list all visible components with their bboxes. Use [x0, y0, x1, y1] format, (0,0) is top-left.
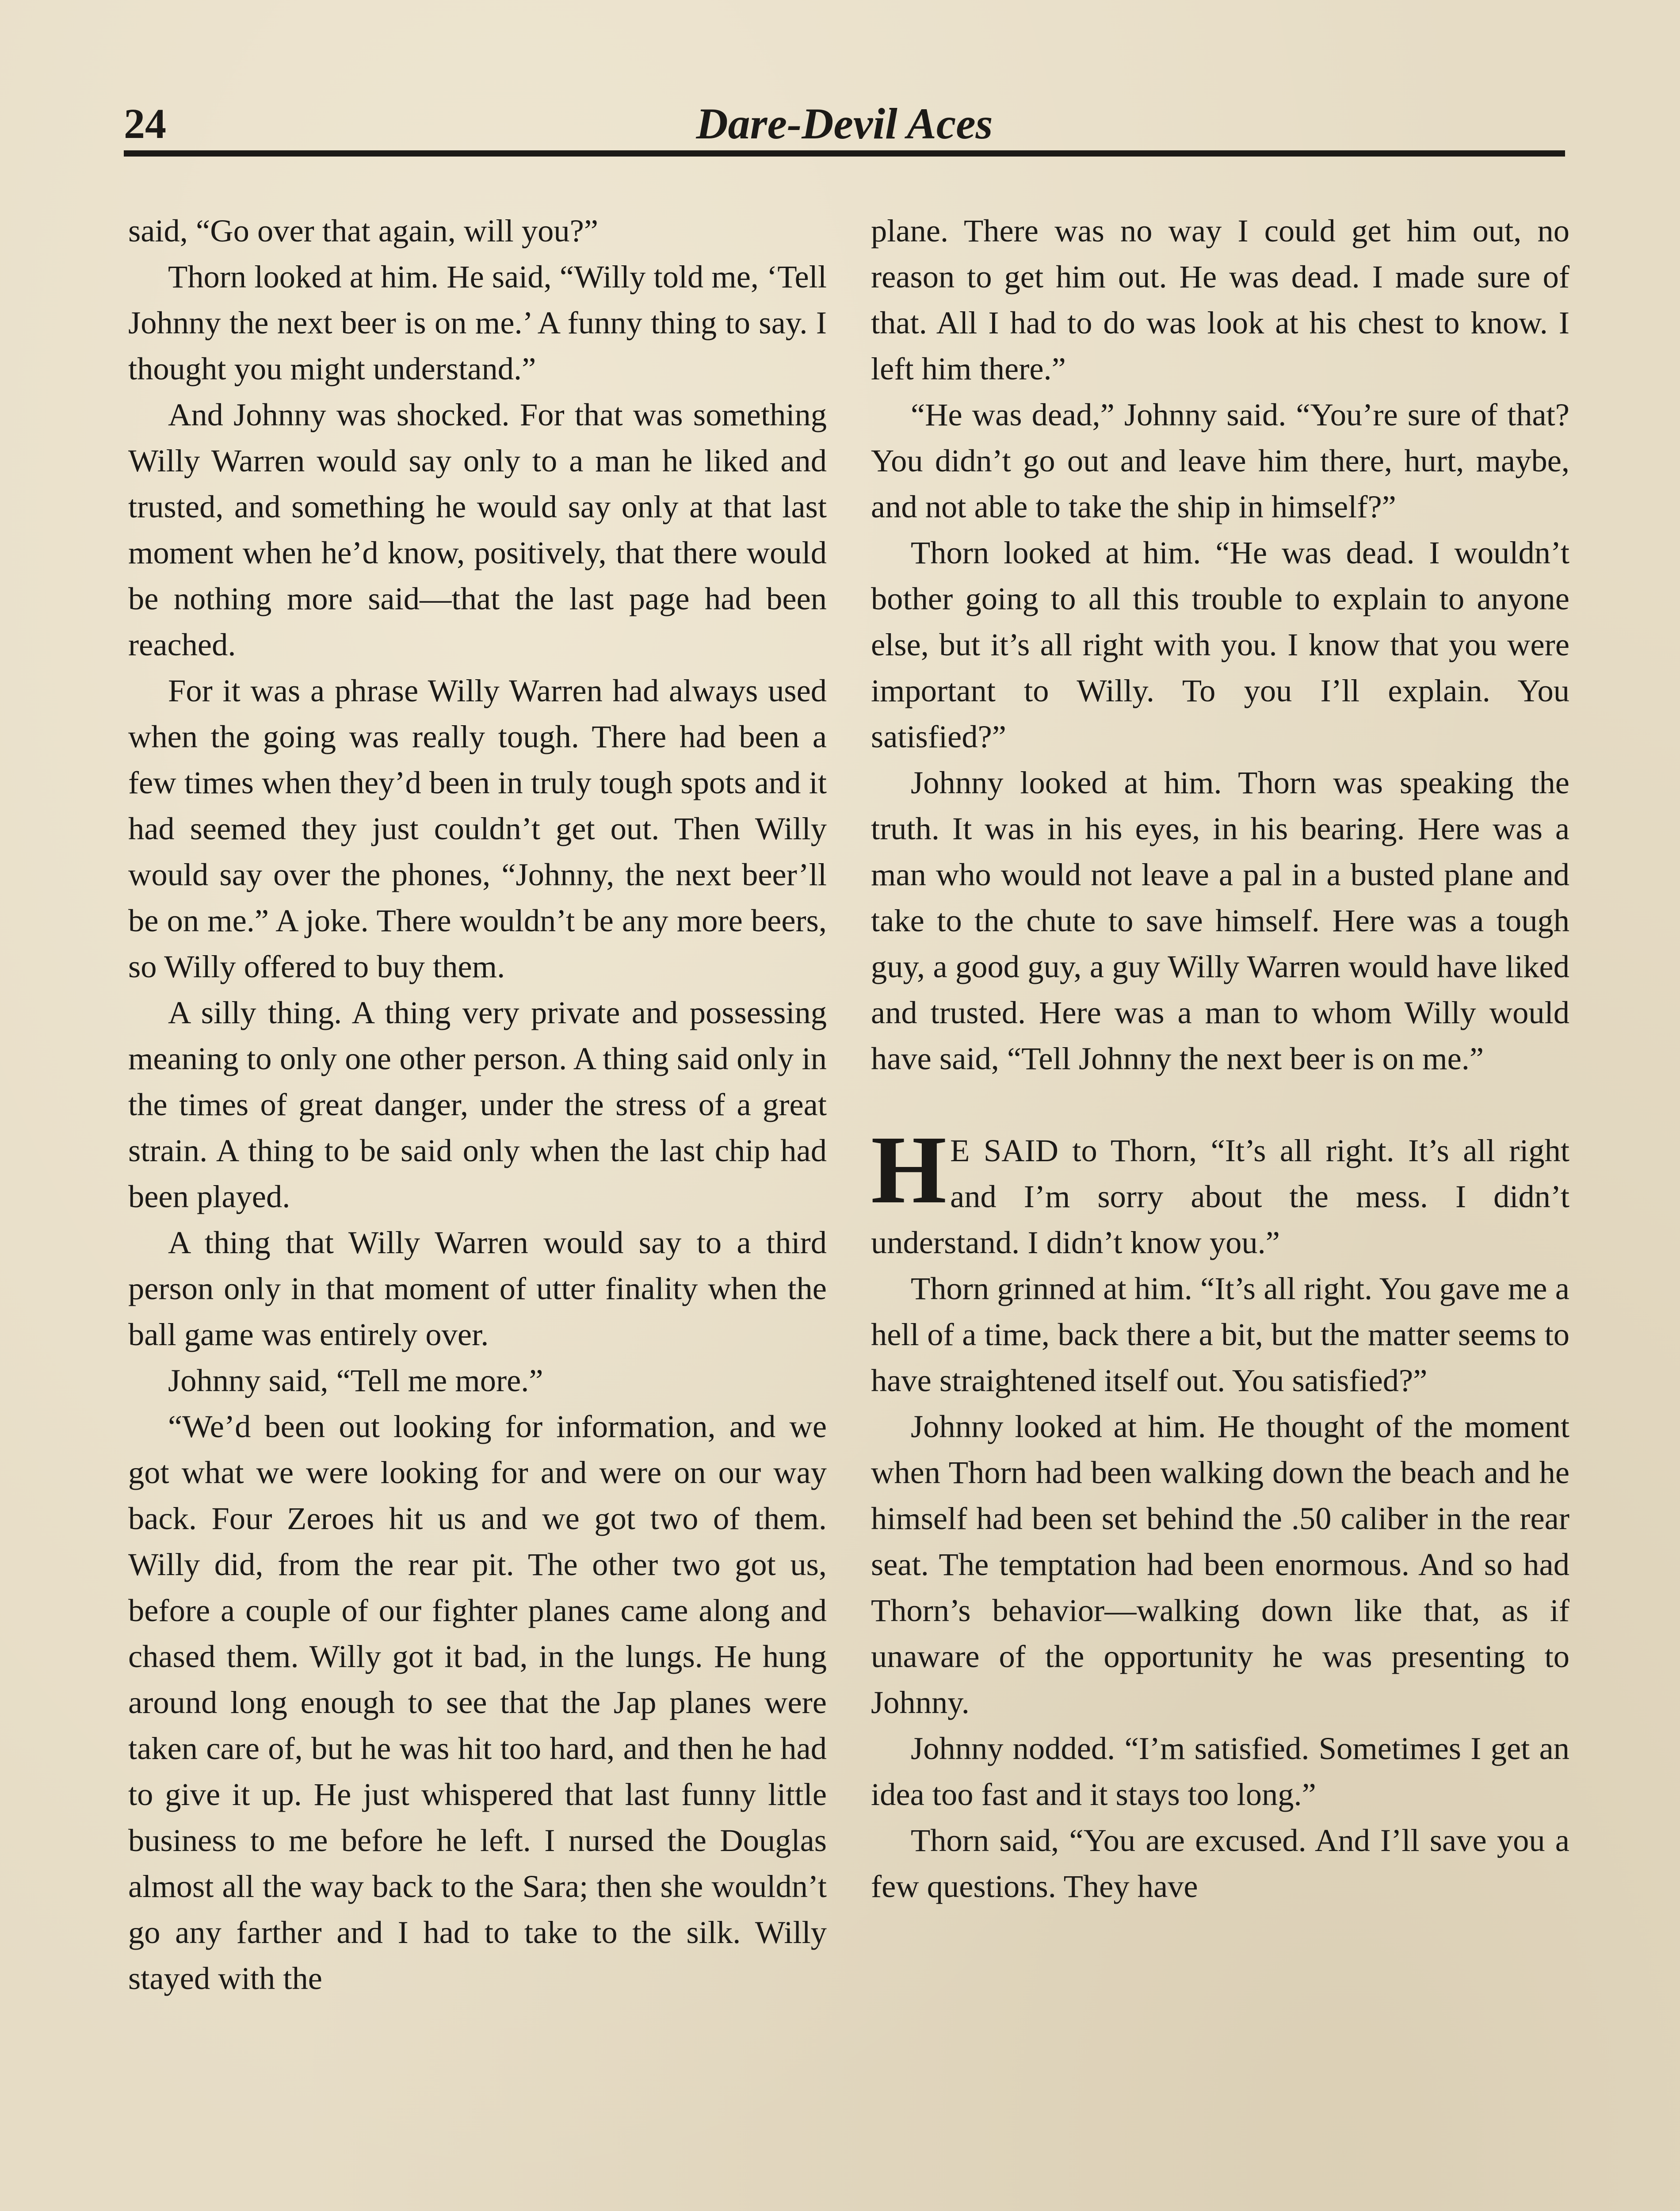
paragraph: Thorn grinned at him. “It’s all right. You gave me a hell of a time, back there a bit, but the matter seems to have straightened itself out. You satisfied?”	[871, 1270, 1569, 1398]
drop-cap: H	[871, 1116, 944, 1224]
paragraph: plane. There was no way I could get him out, no reason to get him out. He was dead. I made sure of that. All I had to do was look at his chest to know. I left him there.”	[871, 213, 1569, 386]
paragraph: Johnny said, “Tell me more.”	[168, 1362, 543, 1398]
page-header	[124, 95, 1565, 157]
header-rule	[124, 150, 1565, 157]
paragraph: Thorn looked at him. He said, “Willy told me, ‘Tell Johnny the next beer is on me.’ A funny thing to say. I thought you might understand.”	[128, 259, 827, 386]
paragraph: said, “Go over that again, will you?”	[128, 213, 599, 249]
page-number: 24	[124, 100, 166, 147]
paragraph: Johnny looked at him. Thorn was speaking the truth. It was in his eyes, in his bearing. Here was a man who would not leave a pal in a busted plane and take to the chute to save himself. Here was a tough guy, a good guy, a guy Willy Warren would have liked and trusted. Here was a man to whom Willy would have said, “Tell Johnny the next beer is on me.”	[871, 765, 1569, 1076]
paragraph: A thing that Willy Warren would say to a third person only in that moment of utter finality when the ball game was entirely over.	[128, 1224, 827, 1352]
paragraph: Johnny looked at him. He thought of the moment when Thorn had been walking down the beach and he himself had been set behind the .50 caliber in the rear seat. The temptation had been enormous. And so had Thorn’s behavior—walking down like that, as if unaware of the opportunity he was presenting to Johnny.	[871, 1408, 1569, 1720]
paragraph: Thorn said, “You are excused. And I’ll save you a few questions. They have	[871, 1822, 1569, 1904]
paragraph: And Johnny was shocked. For that was something Willy Warren would say only to a man he liked and trusted, and something he would say only at that last moment when he’d know, positively, that there would be nothing more said—that the last page had been reached.	[128, 397, 827, 662]
paragraph: Johnny nodded. “I’m satisfied. Sometimes I get an idea too fast and it stays too long.”	[871, 1730, 1569, 1812]
paragraph: A silly thing. A thing very private and possessing meaning to only one other person. A thing said only in the times of great danger, under the stress of a great strain. A thing to be said only when the last chip had been played.	[128, 995, 827, 1214]
right-column	[871, 208, 1569, 1909]
paragraph: For it was a phrase Willy Warren had always used when the going was really tough. There had been a few times when they’d been in truly tough spots and it had seemed they just couldn’t get out. Then Willy would say over the phones, “Johnny, the next beer’ll be on me.” A joke. There wouldn’t be any more beers, so Willy offered to buy them.	[128, 673, 827, 984]
paragraph: “He was dead,” Johnny said. “You’re sure of that? You didn’t go out and leave him there, hurt, maybe, and not able to take the ship in himself?”	[871, 397, 1569, 524]
paragraph: “We’d been out looking for information, and we got what we were looking for and were on our way back. Four Zeroes hit us and we got two of them. Willy did, from the rear pit. The other two got us, before a couple of our fighter planes came along and chased them. Willy got it bad, in the lungs. He hung around long enough to see that the Jap planes were taken care of, but he was hit too hard, and then he had to give it up. He just whispered that last funny little business to me before he left. I nursed the Douglas almost all the way back to the Sara; then she wouldn’t go any farther and I had to take to the silk. Willy stayed with the	[128, 1408, 827, 1996]
section-opening-paragraph	[871, 1116, 1569, 1266]
left-column	[128, 208, 827, 2001]
section-opening-text: E SAID to Thorn, “It’s all right. It’s all right and I’m sorry about the mess. I didn’t understand. I didn’t know you.”	[871, 1132, 1569, 1260]
running-title: Dare-Devil Aces	[696, 99, 993, 148]
paragraph: Thorn looked at him. “He was dead. I wouldn’t bother going to all this trouble to explain to anyone else, but it’s all right with you. I know that you were important to Willy. To you I’ll explain. You satisfied?”	[871, 535, 1569, 754]
